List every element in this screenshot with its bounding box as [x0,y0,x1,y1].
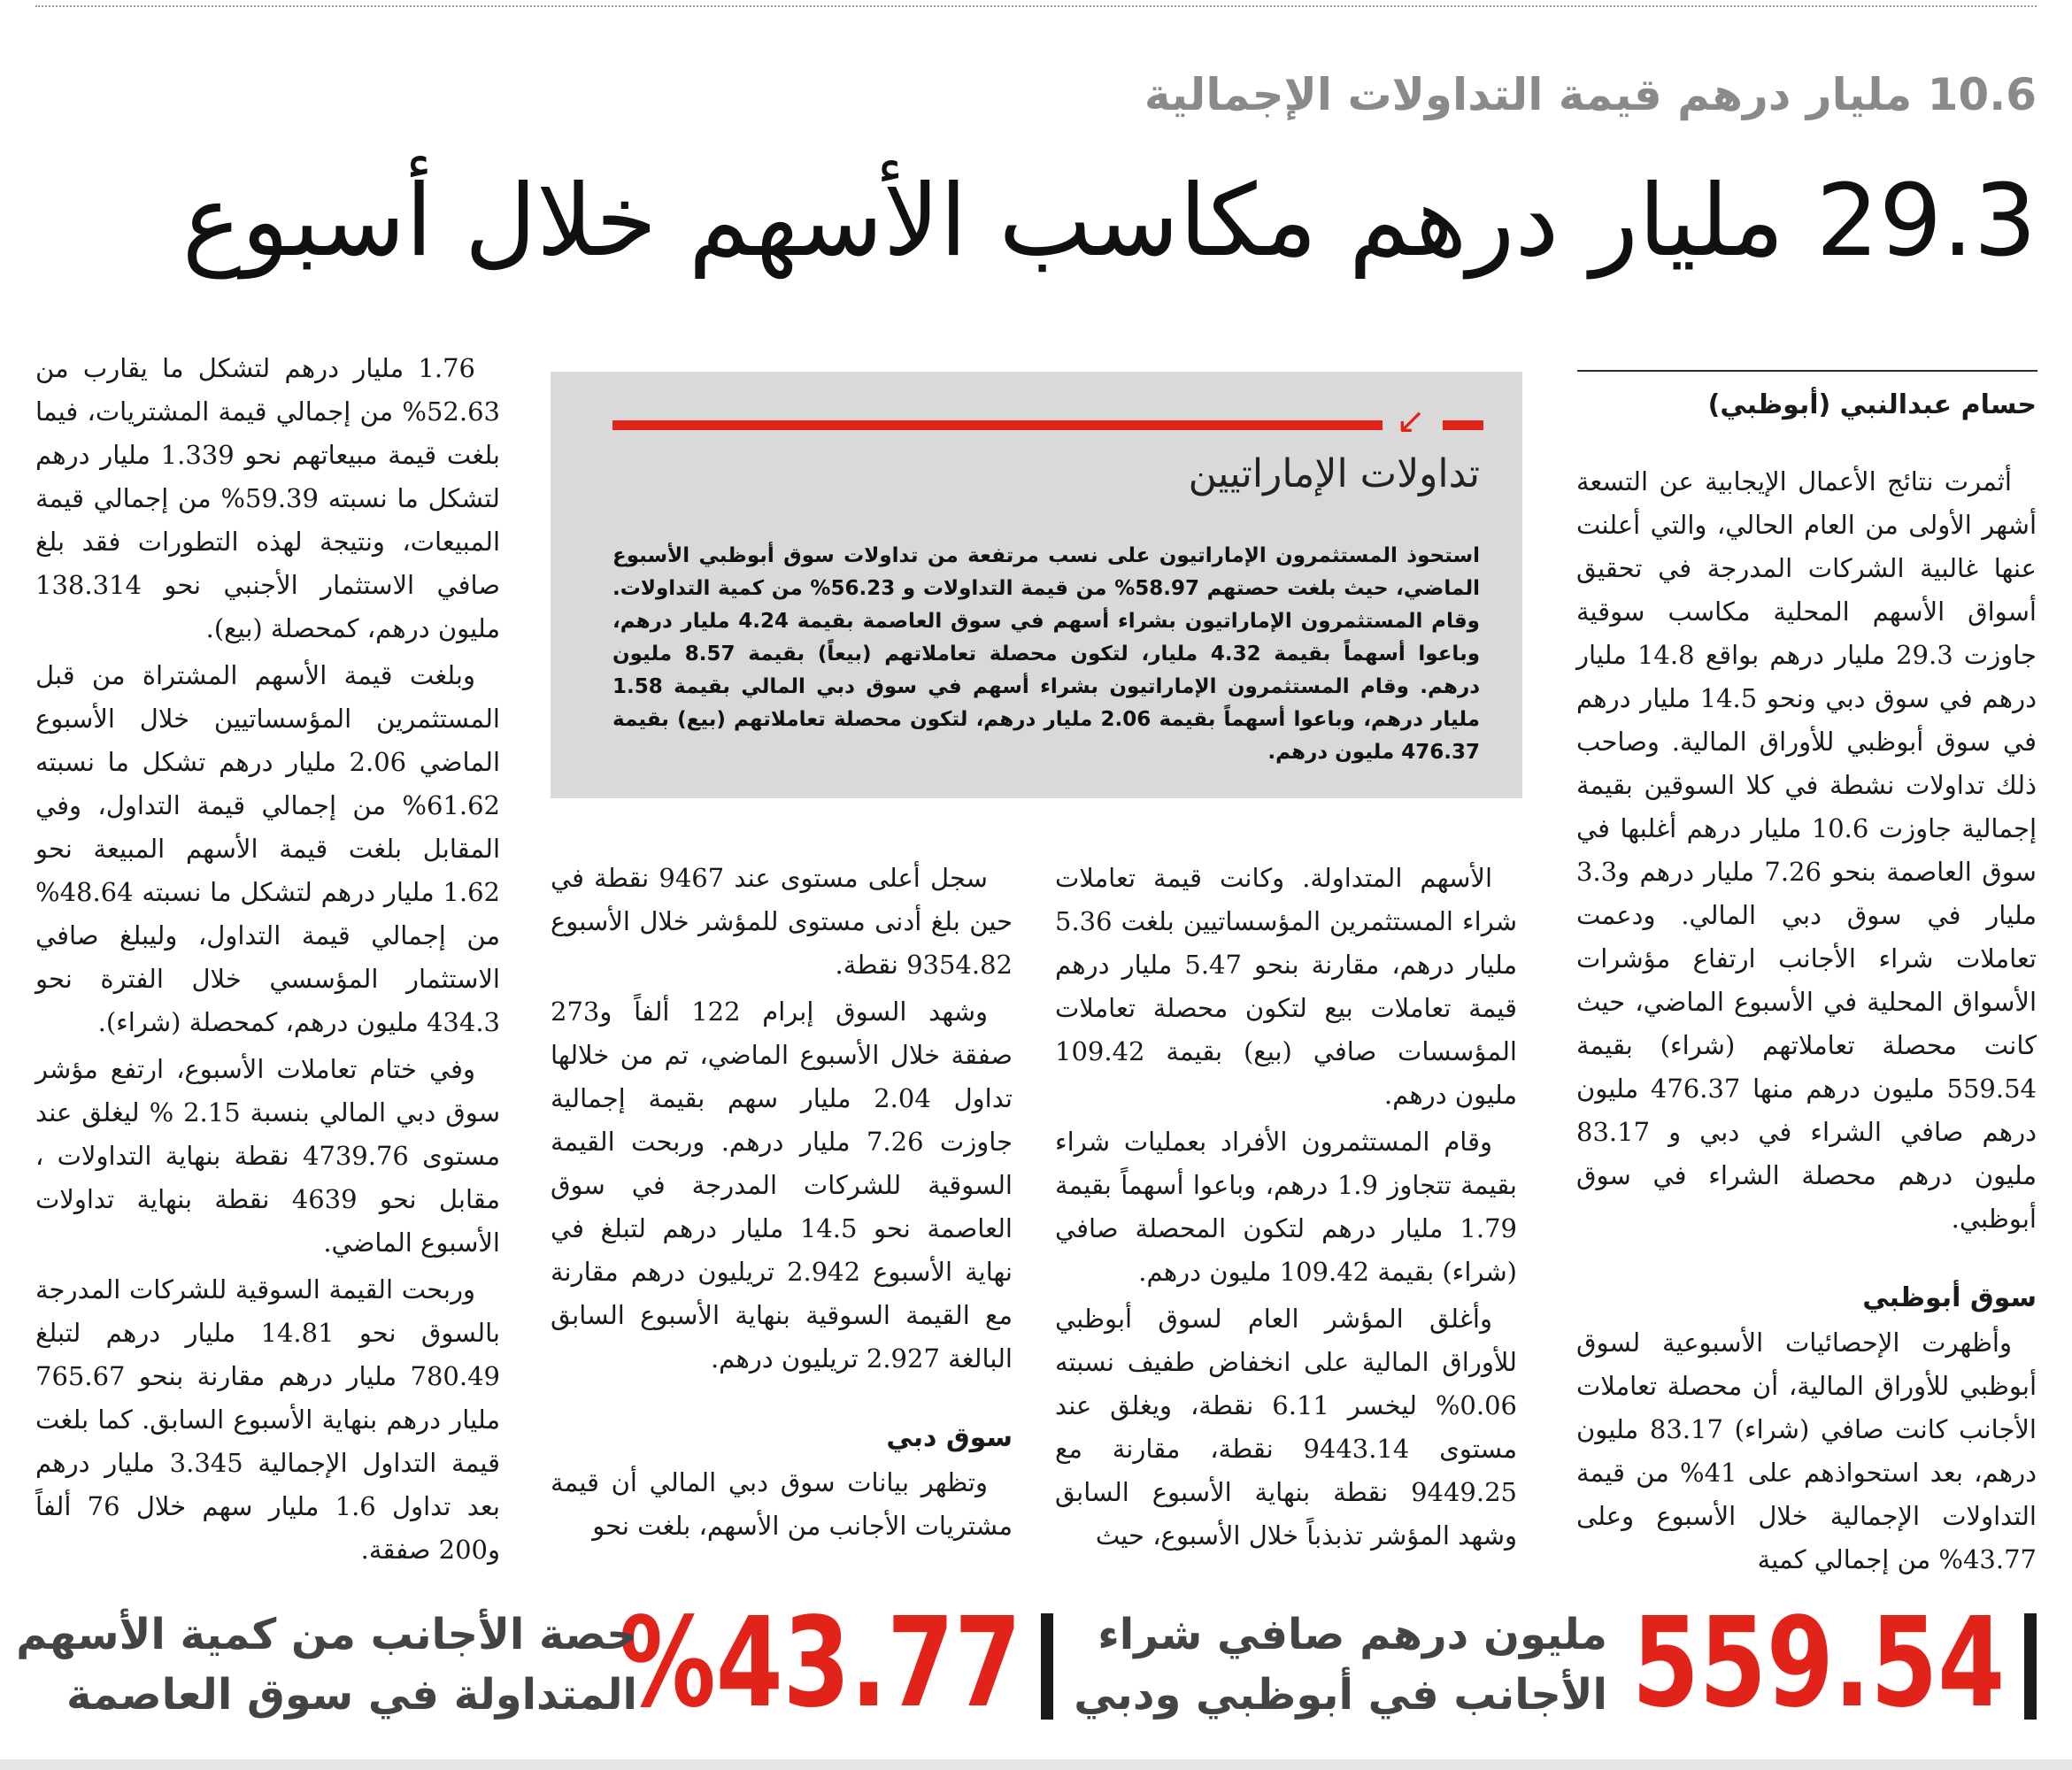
stat-caption-line: حصة الأجانب من كمية الأسهم [16,1610,637,1659]
paragraph: وفي ختام تعاملات الأسبوع، ارتفع مؤشر سوق دبي المالي بنسبة 2.15 % ليغلق عند مستوى 4739.76 نقطة بنهاية التداولات ، مقابل نحو 4639 نقطة بنهاية تداولات الأسبوع الماضي. [35,1054,500,1258]
article-column-1 [1576,460,2037,1585]
article-column-3 [551,857,1013,1551]
stat-callout-foreign-share [16,1591,1053,1735]
kicker: 10.6 مليار درهم قيمة التداولات الإجمالية [1144,69,2037,120]
accent-line [612,420,1383,430]
subheading-abudhabi: سوق أبوظبي [1862,1282,2037,1313]
headline: 29.3 مليار درهم مكاسب الأسهم خلال أسبوع [181,164,2037,279]
byline: حسام عبدالنبي (أبوظبي) [1707,389,2037,420]
paragraph: 1.76 مليار درهم لتشكل ما يقارب من 52.63% من إجمالي قيمة المشتريات، فيما بلغت قيمة مبيعاتهم نحو 1.339 مليار درهم لتشكل ما نسبته 59.39% من إجمالي قيمة المبيعات، ونتيجة لهذه التطورات فقد بلغ صافي الاستثمار الأجنبي نحو 138.314 مليون درهم، كمحصلة (بيع). [35,353,501,643]
subheading-dubai: سوق دبي [886,1422,1013,1453]
stat-bar [1041,1613,1053,1720]
paragraph: وشهد السوق إبرام 122 ألفاً و273 صفقة خلال الأسبوع الماضي، تم من خلالها تداول 2.04 مليار سهم بقيمة إجمالية جاوزت 7.26 مليار درهم. وربحت القيمة السوقية للشركات المدرجة في سوق العاصمة نحو 14.5 مليار درهم لتبلغ في نهاية الأسبوع 2.942 تريليون درهم مقارنة مع القيمة السوقية بنهاية الأسبوع السابق البالغة 2.927 تريليون درهم. [551,997,1013,1374]
top-dotted-rule [35,5,2037,7]
byline-rule [1577,370,2037,372]
paragraph: وأغلق المؤشر العام لسوق أبوظبي للأوراق المالية على انخفاض طفيف نسبته 0.06% ليخسر 6.11 نقطة، ويغلق عند مستوى 9443.14 نقطة، مقارنة مع 9449.25 نقطة بنهاية الأسبوع السابق وشهد المؤشر تذبذباً خلال الأسبوع، حيث [1055,1304,1517,1551]
stat-callout-foreign-net-buy [1074,1591,2037,1735]
paragraph: سجل أعلى مستوى عند 9467 نقطة في حين بلغ أدنى مستوى للمؤشر خلال الأسبوع 9354.82 نقطة. [551,863,1013,980]
paragraph: وقام المستثمرون الأفراد بعمليات شراء بقيمة تتجاوز 1.9 درهم، وباعوا أسهماً بقيمة 1.79 مليار درهم لتكون المحصلة صافي (شراء) بقيمة 109.42 مليون درهم. [1055,1127,1517,1287]
paragraph: الأسهم المتداولة. وكانت قيمة تعاملات شراء المستثمرين المؤسساتيين بلغت 5.36 مليار درهم، مقارنة بنحو 5.47 مليار درهم قيمة تعاملات بيع لتكون محصلة تعاملات المؤسسات صافي (بيع) بقيمة 109.42 مليون درهم. [1055,863,1517,1110]
article-column-2 [1055,857,1517,1561]
article-column-4 [35,347,500,1575]
emirati-trading-box [551,372,1522,798]
arrow-down-left-icon: ↙ [1396,401,1426,442]
bottom-strip [0,1759,2072,1770]
stat-bar [2024,1613,2037,1720]
paragraph: وأظهرت الإحصائيات الأسبوعية لسوق أبوظبي للأوراق المالية، أن محصلة تعاملات الأجانب كانت صافي (شراء) 83.17 مليون درهم، بعد استحواذهم على 41% من قيمة التداولات الإجمالية خلال الأسبوع وعلى 43.77% من إجمالي كمية [1576,1328,2037,1574]
box-title: تداولات الإماراتيين [1188,451,1480,496]
accent-line-short [1443,420,1483,430]
stat-caption [16,1605,637,1725]
stat-value: %43.77 [619,1591,1021,1735]
paragraph: أثمرت نتائج الأعمال الإيجابية عن التسعة أشهر الأولى من العام الحالي، والتي أعلنت عنها غالبية الشركات المدرجة في تحقيق أسواق الأسهم المحلية مكاسب سوقية جاوزت 29.3 مليار درهم بواقع 14.8 مليار درهم في سوق دبي ونحو 14.5 مليار درهم في سوق أبوظبي للأوراق المالية. وصاحب ذلك تداولات نشطة في كلا السوقين بقيمة إجمالية جاوزت 10.6 مليار درهم أغلبها في سوق العاصمة بنحو 7.26 مليار درهم و3.3 مليار في سوق دبي المالي. ودعمت تعاملات شراء الأجانب ارتفاع مؤشرات الأسواق المحلية في الأسبوع الماضي، حيث كانت محصلة تعاملاتهم (شراء) بقيمة 559.54 مليون درهم منها 476.37 مليون درهم صافي الشراء في دبي و 83.17 مليون درهم محصلة الشراء في سوق أبوظبي. [1576,466,2037,1234]
paragraph: وربحت القيمة السوقية للشركات المدرجة بالسوق نحو 14.81 مليار درهم لتبلغ 780.49 مليار درهم مقارنة بنحو 765.67 مليار درهم بنهاية الأسبوع السابق. كما بلغت قيمة التداول الإجمالية 3.345 مليار درهم بعد تداول 1.6 مليار سهم خلال 76 ألفاً و200 صفقة. [35,1274,500,1565]
stat-caption [1074,1605,1607,1725]
paragraph: وتظهر بيانات سوق دبي المالي أن قيمة مشتريات الأجانب من الأسهم، بلغت نحو [551,1467,1013,1541]
stat-caption-line: الأجانب في أبوظبي ودبي [1074,1670,1607,1720]
stat-caption-line: مليون درهم صافي شراء [1098,1610,1607,1659]
stat-value: 559.54 [1631,1591,2005,1735]
paragraph: وبلغت قيمة الأسهم المشتراة من قبل المستثمرين المؤسساتيين خلال الأسبوع الماضي 2.06 مليار درهم تشكل ما نسبته 61.62% من إجمالي قيمة التداول، وفي المقابل بلغت قيمة الأسهم المبيعة نحو 1.62 مليار درهم لتشكل ما نسبته 48.64% من إجمالي قيمة التداول، وليبلغ صافي الاستثمار المؤسسي خلال الفترة نحو 434.3 مليون درهم، كمحصلة (شراء). [35,660,501,1037]
stat-caption-line: المتداولة في سوق العاصمة [66,1670,637,1720]
box-text: استحوذ المستثمرون الإماراتيون على نسب مرتفعة من تداولات سوق أبوظبي الأسبوع الماضي، حيث بلغت حصتهم 58.97% من قيمة التداولات و 56.23% من كمية التداولات. وقام المستثمرون الإماراتيون بشراء أسهم في سوق العاصمة بقيمة 4.24 مليار درهم، وباعوا أسهماً بقيمة 4.32 مليار، لتكون محصلة تعاملاتهم (بيعاً) بقيمة 8.57 مليون درهم. وقام المستثمرون الإماراتيون بشراء أسهم في سوق دبي المالي بقيمة 1.58 مليار درهم، وباعوا أسهماً بقيمة 2.06 مليار درهم، لتكون محصلة تعاملاتهم (بيع) بقيمة 476.37 مليون درهم. [612,544,1481,764]
